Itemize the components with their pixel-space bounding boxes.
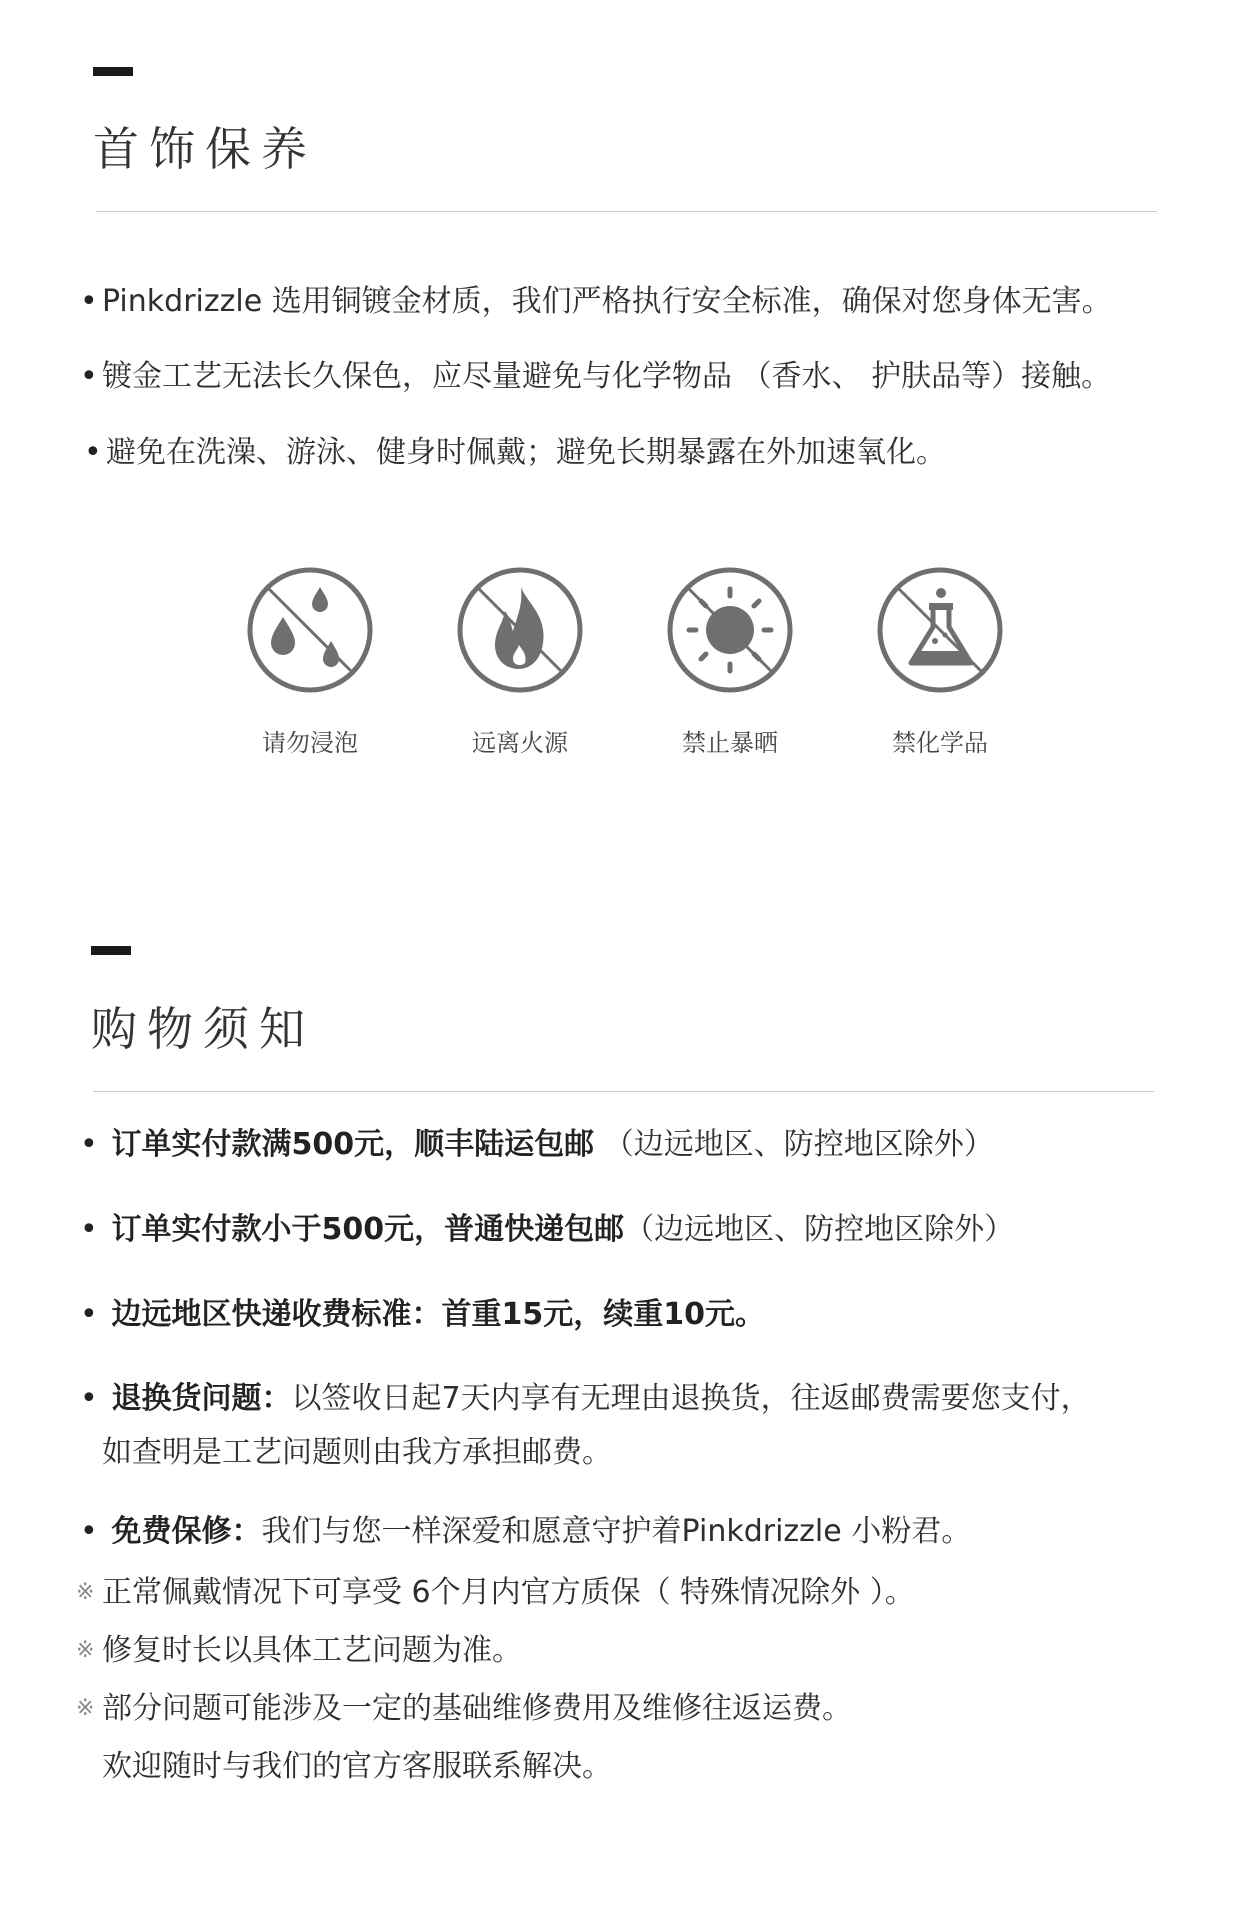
section-dash <box>91 946 131 955</box>
note-text: 正常佩戴情况下可享受 6个月内官方质保（ 特殊情况除外 ）。 <box>102 1575 915 1610</box>
icon-label-no-fire: 远离火源 <box>472 729 568 757</box>
item-bold: 退换货问题： <box>111 1381 292 1416</box>
care-line-2: • 镀金工艺无法长久保色，应尽量避免与化学物品 （香水、 护肤品等）接触。 <box>80 362 1111 392</box>
care-line-3: • 避免在洗澡、游泳、健身时佩戴；避免长期暴露在外加速氧化。 <box>84 438 946 468</box>
shopping-item-1 <box>80 1127 994 1162</box>
sun-icon <box>665 565 795 695</box>
shopping-item-3 <box>80 1297 766 1332</box>
care-icons <box>0 565 1240 765</box>
note-mark: ※ <box>76 1696 95 1721</box>
divider <box>96 211 1157 212</box>
note-1 <box>76 1575 915 1610</box>
item-text: （边远地区、防控地区除外） <box>594 1127 994 1162</box>
note-mark: ※ <box>76 1580 95 1605</box>
shopping-title: 购物须知 <box>91 1002 315 1056</box>
icon-no-sun <box>630 565 830 758</box>
item-text: 以签收日起7天内享有无理由退换货，往返邮费需要您支付， <box>291 1381 1091 1416</box>
note-3-cont: 欢迎随时与我们的官方客服联系解决。 <box>102 1749 612 1784</box>
item-bold: 免费保修： <box>111 1514 262 1549</box>
note-2 <box>76 1633 522 1668</box>
note-text: 部分问题可能涉及一定的基础维修费用及维修往返运费。 <box>102 1691 852 1726</box>
care-line-1: • Pinkdrizzle 选用铜镀金材质，我们严格执行安全标准，确保对您身体无害。 <box>80 287 1112 317</box>
icon-no-soak <box>210 565 410 758</box>
item-text: （边远地区、防控地区除外） <box>624 1212 1015 1247</box>
shopping-item-4-cont: 如查明是工艺问题则由我方承担邮费。 <box>102 1435 612 1470</box>
icon-no-chemicals <box>840 565 1040 758</box>
note-text: 修复时长以具体工艺问题为准。 <box>102 1633 522 1668</box>
care-title: 首饰保养 <box>93 122 317 176</box>
icon-no-fire <box>420 565 620 758</box>
icon-label-no-sun: 禁止暴晒 <box>682 729 778 757</box>
icon-label-no-chemicals: 禁化学品 <box>892 729 988 757</box>
note-3 <box>76 1691 852 1726</box>
item-text: 我们与您一样深爱和愿意守护着Pinkdrizzle 小粉君。 <box>261 1514 972 1549</box>
fire-icon <box>455 565 585 695</box>
icon-label-no-soak: 请勿浸泡 <box>262 729 358 757</box>
shopping-item-4 <box>80 1381 1091 1416</box>
section-dash <box>93 67 133 76</box>
item-bold: 订单实付款满500元，顺丰陆运包邮 <box>111 1127 595 1162</box>
shopping-item-5 <box>80 1514 972 1549</box>
note-mark: ※ <box>76 1638 95 1663</box>
item-bold: 订单实付款小于500元，普通快递包邮 <box>111 1212 625 1247</box>
water-drops-icon <box>245 565 375 695</box>
item-bold: 边远地区快递收费标准：首重15元，续重10元。 <box>111 1297 766 1332</box>
shopping-item-2 <box>80 1212 1015 1247</box>
divider <box>93 1091 1154 1092</box>
flask-icon <box>875 565 1005 695</box>
